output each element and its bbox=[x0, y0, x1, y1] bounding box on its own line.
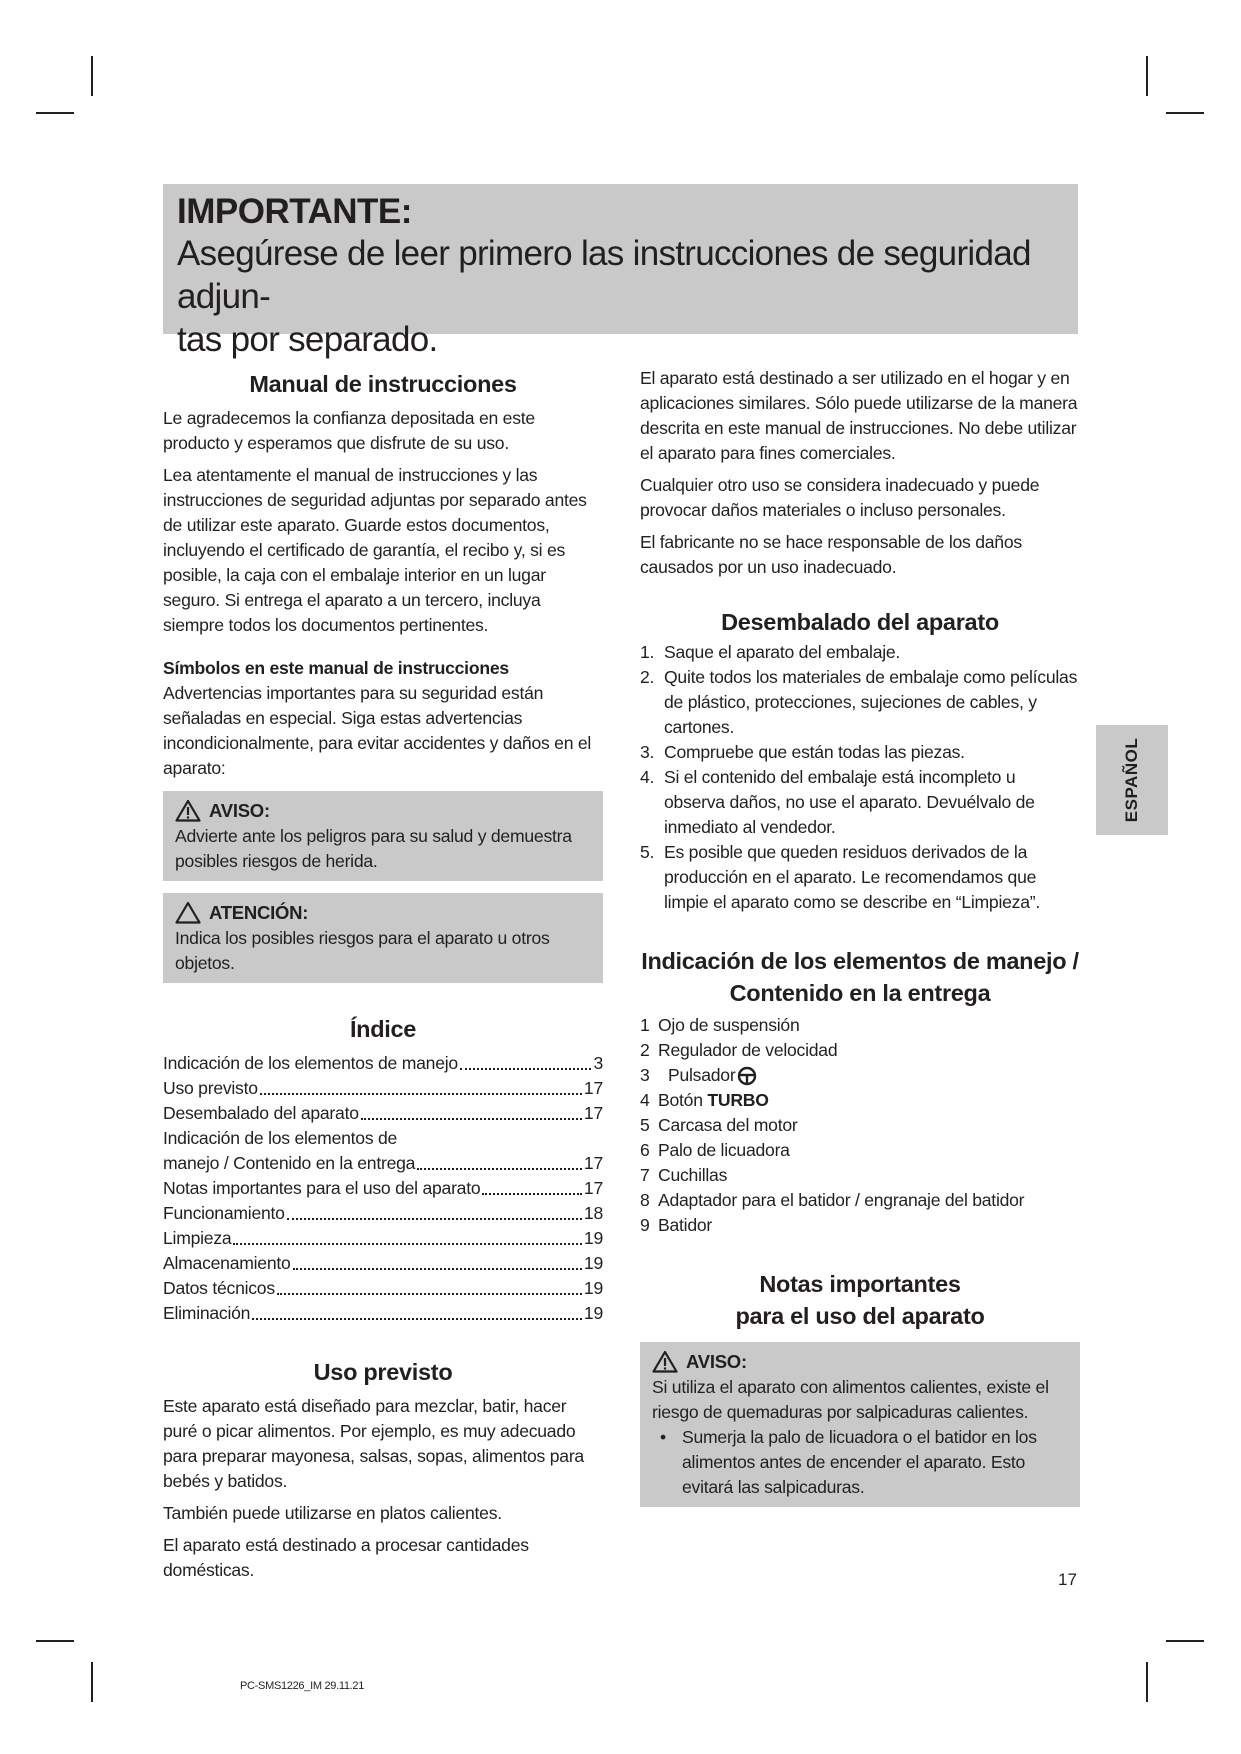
toc-row[interactable]: Indicación de los elementos de manejo / Contenido en la entrega 17 bbox=[163, 1128, 603, 1173]
indice-title: Índice bbox=[349, 1016, 417, 1042]
notas-title-2: para el uso del aparato bbox=[735, 1303, 985, 1329]
uso-text-2: También puede utilizarse en platos calientes. bbox=[163, 1503, 502, 1523]
toc-row[interactable]: Indicación de los elementos de manejo 3 bbox=[163, 1053, 603, 1073]
list-item: 6 Palo de licuadora bbox=[640, 1140, 790, 1160]
aviso-text: Si utiliza el aparato con alimentos calientes, existe el riesgo de quemaduras por salpicaduras calientes. bbox=[652, 1377, 1049, 1422]
elementos-title-1: Indicación de los elementos de manejo / bbox=[641, 948, 1079, 974]
crop-mark bbox=[91, 1662, 93, 1702]
language-tab bbox=[1096, 725, 1168, 835]
list-item: 5. Es posible que queden residuos derivados de la producción en el aparato. Le recomendamos que limpie el aparato como se describe en “Limpieza”. bbox=[640, 842, 1040, 912]
crop-mark bbox=[1166, 1640, 1204, 1642]
warning-icon bbox=[175, 799, 201, 822]
list-item: 9 Batidor bbox=[640, 1215, 712, 1235]
uso-text-5: Cualquier otro uso se considera inadecuado y puede provocar daños materiales o incluso personales. bbox=[640, 475, 1040, 520]
toc-row[interactable]: Uso previsto 17 bbox=[163, 1078, 603, 1098]
language-label: ESPAÑOL bbox=[1122, 737, 1141, 823]
list-item: 4 Botón TURBO bbox=[640, 1090, 769, 1110]
uso-text-3: El aparato está destinado a procesar cantidades domésticas. bbox=[163, 1535, 529, 1580]
toc-row[interactable]: Almacenamiento 19 bbox=[163, 1253, 603, 1273]
list-item: 7 Cuchillas bbox=[640, 1165, 728, 1185]
aviso-box bbox=[163, 791, 603, 881]
uso-text-4: El aparato está destinado a ser utilizado en el hogar y en aplicaciones similares. Sólo puede utilizarse de la manera descrita en este manual de instrucciones. No debe utilizar el aparato para fines comerciales. bbox=[640, 368, 1078, 463]
atencion-text: Indica los posibles riesgos para el aparato u otros objetos. bbox=[175, 928, 550, 973]
atencion-title: ATENCIÓN: bbox=[209, 902, 309, 923]
crop-mark bbox=[1146, 1662, 1148, 1702]
parts-list bbox=[640, 1013, 1080, 1238]
toc-row[interactable]: Notas importantes para el uso del aparato 17 bbox=[163, 1178, 603, 1198]
symbols-title: Símbolos en este manual de instrucciones bbox=[163, 658, 509, 678]
list-item: 3. Compruebe que están todas las piezas. bbox=[640, 742, 965, 762]
list-item: 1. Saque el aparato del embalaje. bbox=[640, 642, 901, 662]
list-item: 4. Si el contenido del embalaje está incompleto u observa daños, no use el aparato. Devuélvalo de inmediato al vendedor. bbox=[640, 767, 1035, 837]
list-item: 3 Pulsador bbox=[640, 1063, 1080, 1088]
crop-mark bbox=[36, 112, 74, 114]
manual-intro: Le agradecemos la confianza depositada en este producto y esperamos que disfrute de su uso. bbox=[163, 408, 535, 453]
list-item: 2. Quite todos los materiales de embalaje como películas de plástico, protecciones, sujeciones de cables, y cartones. bbox=[640, 667, 1078, 737]
list-item: 1 Ojo de suspensión bbox=[640, 1015, 800, 1035]
banner-line-1: Asegúrese de leer primero las instrucciones de seguridad adjun- bbox=[177, 234, 1031, 316]
list-item: 5 Carcasa del motor bbox=[640, 1115, 798, 1135]
unpacking-steps bbox=[640, 640, 1080, 915]
desembalado-title: Desembalado del aparato bbox=[721, 609, 999, 635]
aviso-hot-food-box bbox=[640, 1342, 1080, 1507]
elementos-title-2: Contenido en la entrega bbox=[729, 980, 991, 1006]
page-number: 17 bbox=[1058, 1570, 1077, 1589]
symbols-text: Advertencias importantes para su seguridad están señaladas en especial. Siga estas advertencias incondicionalmente, para evitar accidentes y daños en el aparato: bbox=[163, 683, 592, 778]
manual-instructions: Lea atentamente el manual de instrucciones y las instrucciones de seguridad adjuntas por separado antes de utilizar este aparato. Guarde estos documentos, incluyendo el certificado de garantía, el recibo y, si es posible, la caja con el embalaje interior en un lugar seguro. Si entrega el aparato a un tercero, incluya siempre todos los documentos pertinentes. bbox=[163, 465, 587, 635]
crop-mark bbox=[36, 1640, 74, 1642]
crop-mark bbox=[1166, 112, 1204, 114]
pulse-button-icon bbox=[737, 1066, 757, 1086]
list-item: 2 Regulador de velocidad bbox=[640, 1040, 838, 1060]
uso-title: Uso previsto bbox=[313, 1359, 453, 1385]
caution-icon bbox=[175, 901, 201, 924]
warning-icon bbox=[652, 1350, 678, 1373]
toc-row[interactable]: Funcionamiento 18 bbox=[163, 1203, 603, 1223]
aviso-title: AVISO: bbox=[686, 1351, 747, 1372]
crop-mark bbox=[1146, 56, 1148, 96]
aviso-heading bbox=[175, 797, 591, 824]
aviso-heading bbox=[652, 1348, 1068, 1375]
toc-row[interactable]: Limpieza 19 bbox=[163, 1228, 603, 1248]
aviso-text: Advierte ante los peligros para su salud y demuestra posibles riesgos de herida. bbox=[175, 826, 572, 871]
uso-text-1: Este aparato está diseñado para mezclar, batir, hacer puré o picar alimentos. Por ejemplo, es muy adecuado para preparar mayonesa, salsas, sopas, alimentos para bebés y batidos. bbox=[163, 1396, 584, 1491]
manual-title: Manual de instrucciones bbox=[249, 371, 517, 397]
right-column bbox=[640, 366, 1080, 1507]
bullet-item: • Sumerja la palo de licuadora o el batidor en los alimentos antes de encender el aparato. Esto evitará las salpicaduras. bbox=[660, 1427, 1037, 1497]
crop-mark bbox=[91, 56, 93, 96]
notas-title-1: Notas importantes bbox=[759, 1271, 961, 1297]
atencion-box bbox=[163, 893, 603, 983]
notas-heading bbox=[640, 1268, 1080, 1332]
elementos-heading bbox=[640, 945, 1080, 1009]
list-item: 8 Adaptador para el batidor / engranaje del batidor bbox=[640, 1190, 1025, 1210]
important-banner bbox=[163, 184, 1078, 359]
banner-title: IMPORTANTE: bbox=[177, 192, 412, 231]
toc-row[interactable]: Eliminación 19 bbox=[163, 1303, 603, 1323]
banner-line-2: tas por separado. bbox=[177, 320, 438, 359]
toc-row[interactable]: Datos técnicos 19 bbox=[163, 1278, 603, 1298]
toc-row[interactable]: Desembalado del aparato 17 bbox=[163, 1103, 603, 1123]
document-code: PC-SMS1226_IM 29.11.21 bbox=[240, 1680, 365, 1692]
uso-text-6: El fabricante no se hace responsable de los daños causados por un uso inadecuado. bbox=[640, 532, 1022, 577]
table-of-contents bbox=[163, 1051, 603, 1326]
left-column bbox=[163, 368, 603, 1590]
atencion-heading bbox=[175, 899, 591, 926]
aviso-title: AVISO: bbox=[209, 800, 270, 821]
